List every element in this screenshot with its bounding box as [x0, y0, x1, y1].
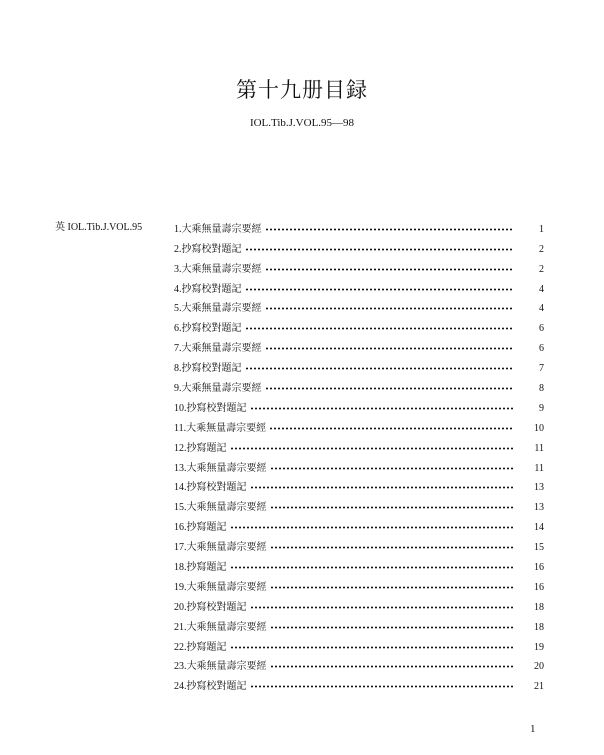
dot-leader	[265, 347, 515, 350]
toc-entry-label: 9.大乘無量壽宗要經	[174, 383, 262, 395]
toc-entry-page: 7	[539, 363, 544, 375]
dot-leader	[269, 427, 514, 430]
toc-entry	[174, 434, 544, 454]
dot-leader	[230, 646, 515, 649]
dot-leader	[270, 546, 515, 549]
page-title: 第十九册目録	[236, 78, 368, 102]
toc-entry	[174, 573, 544, 593]
toc-entry-label: 5.大乘無量壽宗要經	[174, 303, 262, 315]
toc-entry	[174, 295, 544, 315]
toc-entry	[174, 275, 544, 295]
toc-entry	[174, 653, 544, 673]
dot-leader	[250, 685, 515, 688]
dot-leader	[245, 367, 515, 370]
toc-entry	[174, 394, 544, 414]
toc-entry-page: 6	[539, 343, 544, 355]
toc-entry-label: 11.大乘無量壽宗要經	[174, 422, 267, 434]
toc-entry	[174, 474, 544, 494]
dot-leader	[245, 288, 515, 291]
toc-entry-label: 4.抄寫校對題記	[174, 283, 242, 295]
toc-entry	[174, 235, 544, 255]
toc-entry	[174, 314, 544, 334]
toc-entry	[174, 633, 544, 653]
folio-page-number: 1	[530, 723, 536, 735]
toc-entry-page: 18	[534, 601, 544, 613]
toc-entry-page: 13	[534, 502, 544, 514]
table-of-contents	[174, 215, 544, 692]
toc-entry-page: 14	[534, 522, 544, 534]
toc-entry	[174, 513, 544, 533]
toc-entry-label: 16.抄寫題記	[174, 522, 227, 534]
dot-leader	[230, 526, 515, 529]
toc-entry-label: 7.大乘無量壽宗要經	[174, 343, 262, 355]
toc-entry	[174, 414, 544, 434]
toc-entry-page: 4	[539, 283, 544, 295]
toc-entry-label: 21.大乘無量壽宗要經	[174, 621, 267, 633]
toc-entry-page: 11	[534, 442, 544, 454]
toc-entry-page: 15	[534, 542, 544, 554]
dot-leader	[270, 665, 515, 668]
toc-entry-label: 13.大乘無量壽宗要經	[174, 462, 267, 474]
toc-entry	[174, 354, 544, 374]
toc-entry-page: 13	[534, 482, 544, 494]
dot-leader	[250, 407, 515, 410]
toc-entry-label: 22.抄寫題記	[174, 641, 227, 653]
toc-entry-page: 8	[539, 383, 544, 395]
toc-entry-label: 1.大乘無量壽宗要經	[174, 223, 262, 235]
toc-entry-label: 3.大乘無量壽宗要經	[174, 263, 262, 275]
toc-entry	[174, 613, 544, 633]
toc-entry-page: 11	[534, 462, 544, 474]
toc-entry-page: 20	[534, 661, 544, 673]
dot-leader	[265, 228, 515, 231]
toc-entry-page: 19	[534, 641, 544, 653]
toc-entry-label: 23.大乘無量壽宗要經	[174, 661, 267, 673]
dot-leader	[245, 327, 515, 330]
toc-entry-page: 10	[534, 422, 544, 434]
toc-entry	[174, 672, 544, 692]
toc-entry-label: 17.大乘無量壽宗要經	[174, 542, 267, 554]
toc-entry-page: 16	[534, 562, 544, 574]
toc-entry-label: 24.抄寫校對題記	[174, 681, 247, 693]
toc-entry-page: 16	[534, 581, 544, 593]
toc-entry-label: 8.抄寫校對題記	[174, 363, 242, 375]
dot-leader	[250, 606, 515, 609]
dot-leader	[270, 586, 515, 589]
toc-entry-label: 14.抄寫校對題記	[174, 482, 247, 494]
toc-entry	[174, 553, 544, 573]
dot-leader	[230, 566, 515, 569]
toc-entry	[174, 374, 544, 394]
dot-leader	[265, 307, 515, 310]
toc-entry-label: 19.大乘無量壽宗要經	[174, 581, 267, 593]
toc-entry-label: 15.大乘無量壽宗要經	[174, 502, 267, 514]
toc-entry	[174, 334, 544, 354]
dot-leader	[270, 467, 515, 470]
dot-leader	[270, 506, 515, 509]
dot-leader	[265, 387, 515, 390]
toc-entry-label: 12.抄寫題記	[174, 442, 227, 454]
toc-entry-page: 2	[539, 263, 544, 275]
toc-entry-page: 6	[539, 323, 544, 335]
page-subtitle: IOL.Tib.J.VOL.95—98	[249, 117, 355, 129]
volume-label: 英 IOL.Tib.J.VOL.95	[55, 222, 143, 233]
toc-entry	[174, 215, 544, 235]
toc-entry-page: 9	[539, 402, 544, 414]
dot-leader	[250, 486, 515, 489]
toc-entry-page: 2	[539, 243, 544, 255]
toc-entry	[174, 593, 544, 613]
toc-entry	[174, 454, 544, 474]
dot-leader	[230, 447, 515, 450]
toc-entry-label: 10.抄寫校對題記	[174, 402, 247, 414]
dot-leader	[270, 626, 515, 629]
toc-entry	[174, 255, 544, 275]
toc-entry-label: 18.抄寫題記	[174, 562, 227, 574]
toc-entry-label: 2.抄寫校對題記	[174, 243, 242, 255]
toc-entry-label: 6.抄寫校對題記	[174, 323, 242, 335]
toc-entry-page: 21	[534, 681, 544, 693]
toc-entry-label: 20.抄寫校對題記	[174, 601, 247, 613]
dot-leader	[245, 248, 515, 251]
toc-entry-page: 1	[539, 223, 544, 235]
toc-entry	[174, 493, 544, 513]
dot-leader	[265, 268, 515, 271]
toc-entry-page: 4	[539, 303, 544, 315]
toc-entry	[174, 533, 544, 553]
toc-entry-page: 18	[534, 621, 544, 633]
